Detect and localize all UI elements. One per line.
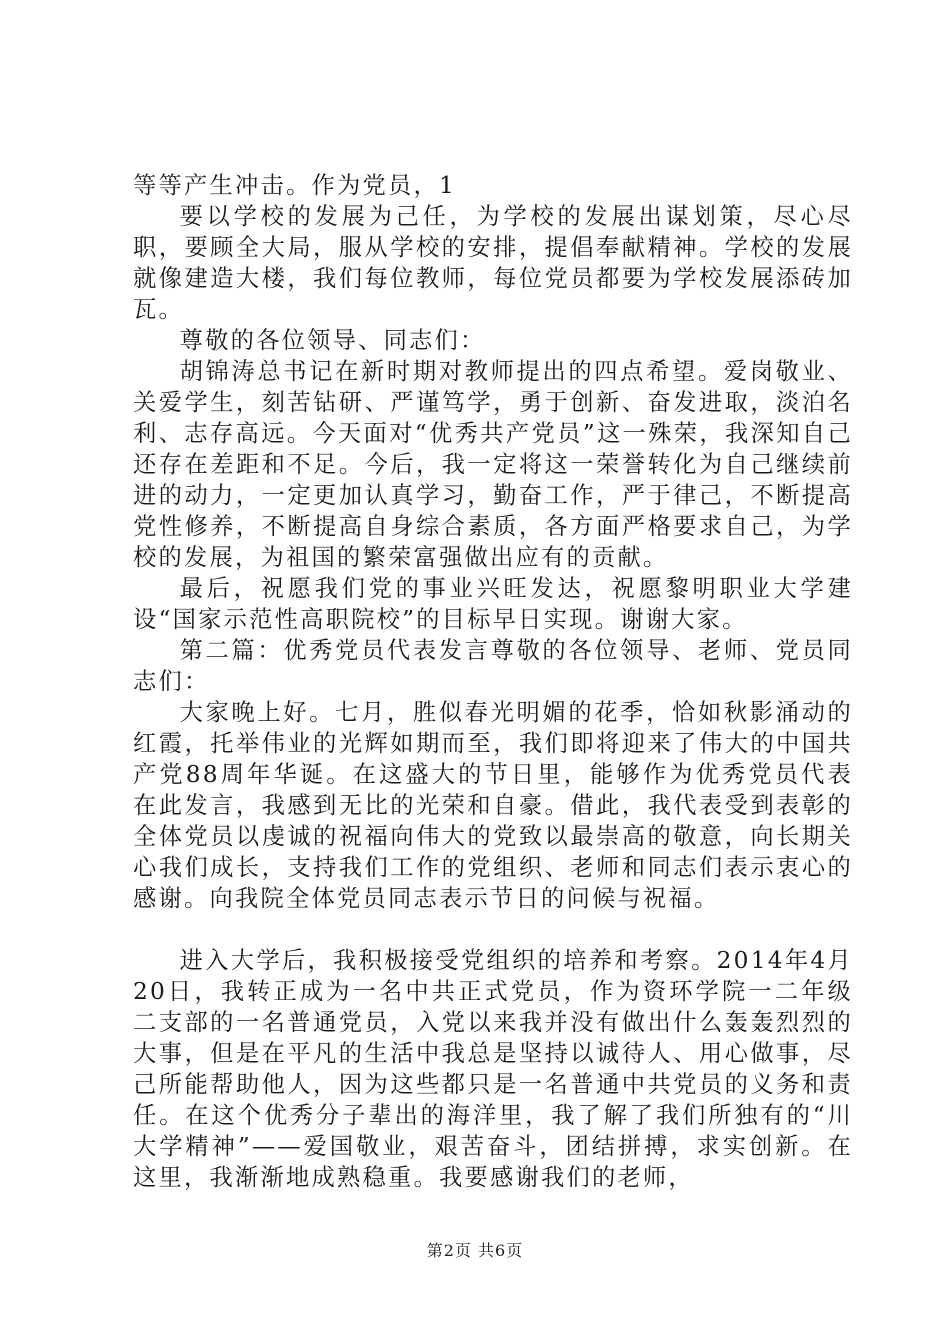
section-heading: 第二篇：优秀党员代表发言尊敬的各位领导、老师、党员同志们：	[133, 637, 853, 695]
paragraph-gap	[133, 914, 853, 945]
paragraph: 要以学校的发展为己任，为学校的发展出谋划策，尽心尽职，要顾全大局，服从学校的安排，提倡奉献精神。学校的发展就像建造大楼，我们每位教师，每位党员都要为学校发展添砖加瓦。	[133, 203, 853, 323]
paragraph-continued: 等等产生冲击。作为党员，1	[133, 172, 456, 199]
paragraph: 胡锦涛总书记在新时期对教师提出的四点希望。爱岗敬业、关爱学生，刻苦钻研、严谨笃学，勇于创新、奋发进取，淡泊名利、志存高远。今天面对“优秀共产党员”这一殊荣，我深知自己还存在差距和不足。今后，我一定将这一荣誉转化为自己继续前进的动力，一定更加认真学习，勤奋工作，严于律己，不断提高党性修养，不断提高自身综合素质，各方面严格要求自己，为学校的发展，为祖国的繁荣富强做出应有的贡献。	[133, 358, 853, 571]
page-footer: 第2页 共6页	[426, 1241, 524, 1260]
paragraph: 进入大学后，我积极接受党组织的培养和考察。2014年4月20日，我转正成为一名中共正式党员，作为资环学院一二年级二支部的一名普通党员，入党以来我并没有做出什么轰轰烈烈的大事，但是在平凡的生活中我总是坚持以诚待人、用心做事，尽己所能帮助他人，因为这些都只是一名普通中共党员的义务和责任。在这个优秀分子辈出的海洋里，我了解了我们所独有的“川大学精神”——爱国敬业，艰苦奋斗，团结拼搏，求实创新。在这里，我渐渐地成熟稳重。我要感谢我们的老师，	[133, 947, 853, 1191]
paragraph: 最后，祝愿我们党的事业兴旺发达，祝愿黎明职业大学建设“国家示范性高职院校”的目标早日实现。谢谢大家。	[133, 575, 853, 633]
document-body	[133, 170, 853, 1193]
paragraph: 大家晚上好。七月，胜似春光明媚的花季，恰如秋影涌动的红霞，托举伟业的光辉如期而至，我们即将迎来了伟大的中国共产党88周年华诞。在这盛大的节日里，能够作为优秀党员代表在此发言，我感到无比的光荣和自豪。借此，我代表受到表彰的全体党员以虔诚的祝福向伟大的党致以最崇高的敬意，向长期关心我们成长，支持我们工作的党组织、老师和同志们表示衷心的感谢。向我院全体党员同志表示节日的问候与祝福。	[133, 699, 853, 912]
salutation: 尊敬的各位领导、同志们：	[179, 327, 486, 354]
